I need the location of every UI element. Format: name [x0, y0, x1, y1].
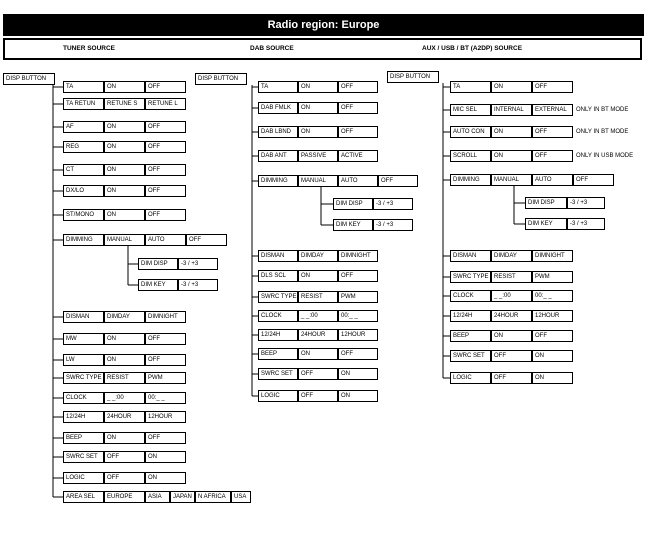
- aux-row-6-cell-1: -3 / +3: [567, 218, 605, 230]
- tuner-row-12-cell-2: OFF: [145, 354, 186, 366]
- tuner-row-7-cell-1: MANUAL: [104, 234, 145, 246]
- tuner-row-17-cell-0: SWRC SET: [63, 451, 104, 463]
- dab-row-8-cell-0: DLS SCL: [258, 270, 298, 282]
- tuner-row-18-cell-0: LOGIC: [63, 472, 104, 484]
- tuner-row-13-cell-2: PWM: [145, 372, 186, 384]
- tuner-row-6-cell-2: OFF: [145, 209, 186, 221]
- dab-row-3-cell-2: ACTIVE: [338, 150, 378, 162]
- dab-row-5-cell-1: -3 / +3: [373, 198, 413, 210]
- dab-row-4-cell-3: OFF: [378, 175, 418, 187]
- tuner-row-0-cell-2: OFF: [145, 81, 186, 93]
- tuner-row-9-cell-1: -3 / +3: [178, 279, 218, 291]
- tuner-row-19-cell-0: AREA SEL: [63, 491, 104, 503]
- dab-row-7-cell-2: DIMNIGHT: [338, 250, 378, 262]
- tuner-row-7-cell-3: OFF: [186, 234, 227, 246]
- aux-mode-note: ONLY IN BT MODE: [576, 129, 629, 135]
- tuner-row-11-cell-0: MW: [63, 333, 104, 345]
- page-title: Radio region: Europe: [3, 14, 644, 36]
- tuner-row-12-cell-1: ON: [104, 354, 145, 366]
- dab-row-13-cell-2: ON: [338, 368, 378, 380]
- dab-row-2-cell-2: OFF: [338, 126, 378, 138]
- tuner-source-label: TUNER SOURCE: [63, 45, 116, 52]
- tuner-row-4-cell-0: CT: [63, 164, 104, 176]
- tuner-row-11-cell-1: ON: [104, 333, 145, 345]
- aux-row-8-cell-0: SWRC TYPE: [450, 271, 491, 283]
- aux-row-4-cell-1: MANUAL: [491, 174, 532, 186]
- aux-row-2-cell-2: OFF: [532, 126, 573, 138]
- aux-source-label: AUX / USB / BT (A2DP) SOURCE: [422, 45, 523, 52]
- tuner-row-8-cell-0: DIM DISP: [138, 258, 178, 270]
- dab-row-10-cell-1: _ _:00: [298, 310, 338, 322]
- dab-row-1-cell-0: DAB FMLK: [258, 102, 298, 114]
- dab-row-7-cell-0: DISMAN: [258, 250, 298, 262]
- dab-row-12-cell-0: BEEP: [258, 348, 298, 360]
- dab-row-12-cell-1: ON: [298, 348, 338, 360]
- dab-row-11-cell-0: 12/24H: [258, 329, 298, 341]
- aux-row-1-cell-1: INTERNAL: [491, 104, 532, 116]
- aux-row-7-cell-1: DIMDAY: [491, 250, 532, 262]
- tuner-row-1-cell-1: RETUNE S: [104, 98, 145, 110]
- dab-row-7-cell-1: DIMDAY: [298, 250, 338, 262]
- tuner-row-19-cell-5: USA: [231, 491, 251, 503]
- aux-row-0-cell-1: ON: [491, 81, 532, 93]
- dab-row-3-cell-1: PASSIVE: [298, 150, 338, 162]
- dab-row-8-cell-1: ON: [298, 270, 338, 282]
- dab-disp-button-root: DISP BUTTON: [195, 73, 247, 85]
- dab-row-9-cell-2: PWM: [338, 291, 378, 303]
- tuner-row-14-cell-2: 00:_ _: [145, 392, 186, 404]
- aux-row-10-cell-0: 12/24H: [450, 310, 491, 322]
- tuner-row-7-cell-0: DIMMING: [63, 234, 104, 246]
- aux-row-7-cell-2: DIMNIGHT: [532, 250, 573, 262]
- tuner-row-18-cell-2: ON: [145, 472, 186, 484]
- aux-row-0-cell-0: TA: [450, 81, 491, 93]
- aux-row-13-cell-0: LOGIC: [450, 372, 491, 384]
- aux-mode-note: ONLY IN BT MODE: [576, 107, 629, 113]
- dab-row-8-cell-2: OFF: [338, 270, 378, 282]
- dab-row-0-cell-2: OFF: [338, 81, 378, 93]
- dab-row-13-cell-0: SWRC SET: [258, 368, 298, 380]
- tuner-row-4-cell-2: OFF: [145, 164, 186, 176]
- tuner-row-1-cell-2: RETUNE L: [145, 98, 186, 110]
- tuner-row-15-cell-1: 24HOUR: [104, 411, 145, 423]
- aux-row-5-cell-0: DIM DISP: [525, 197, 567, 209]
- aux-row-9-cell-2: 00:_ _: [532, 290, 573, 302]
- tuner-row-5-cell-2: OFF: [145, 185, 186, 197]
- dab-row-14-cell-0: LOGIC: [258, 390, 298, 402]
- dab-row-11-cell-2: 12HOUR: [338, 329, 378, 341]
- dab-row-9-cell-0: SWRC TYPE: [258, 291, 298, 303]
- dab-row-14-cell-2: ON: [338, 390, 378, 402]
- aux-disp-button-root: DISP BUTTON: [387, 71, 439, 83]
- tuner-row-5-cell-1: ON: [104, 185, 145, 197]
- tuner-row-10-cell-0: DISMAN: [63, 311, 104, 323]
- tuner-row-4-cell-1: ON: [104, 164, 145, 176]
- tuner-row-14-cell-1: _ _:00: [104, 392, 145, 404]
- tuner-row-16-cell-1: ON: [104, 432, 145, 444]
- tuner-row-16-cell-2: OFF: [145, 432, 186, 444]
- aux-row-2-cell-0: AUTO CON: [450, 126, 491, 138]
- tuner-row-14-cell-0: CLOCK: [63, 392, 104, 404]
- tuner-row-10-cell-1: DIMDAY: [104, 311, 145, 323]
- aux-row-0-cell-2: OFF: [532, 81, 573, 93]
- dab-row-3-cell-0: DAB ANT: [258, 150, 298, 162]
- tuner-row-8-cell-1: -3 / +3: [178, 258, 218, 270]
- aux-mode-note: ONLY IN USB MODE: [576, 153, 634, 159]
- aux-row-9-cell-1: _ _:00: [491, 290, 532, 302]
- tuner-row-13-cell-1: RESIST: [104, 372, 145, 384]
- tuner-row-2-cell-0: AF: [63, 121, 104, 133]
- tuner-row-9-cell-0: DIM KEY: [138, 279, 178, 291]
- dab-row-13-cell-1: OFF: [298, 368, 338, 380]
- dab-row-4-cell-2: AUTO: [338, 175, 378, 187]
- tuner-row-6-cell-1: ON: [104, 209, 145, 221]
- tuner-row-7-cell-2: AUTO: [145, 234, 186, 246]
- dab-row-4-cell-1: MANUAL: [298, 175, 338, 187]
- dab-row-6-cell-1: -3 / +3: [373, 219, 413, 231]
- tuner-row-3-cell-0: REG: [63, 141, 104, 153]
- aux-row-7-cell-0: DISMAN: [450, 250, 491, 262]
- aux-row-1-cell-0: MIC SEL: [450, 104, 491, 116]
- tuner-row-18-cell-1: OFF: [104, 472, 145, 484]
- aux-row-10-cell-1: 24HOUR: [491, 310, 532, 322]
- tuner-row-12-cell-0: LW: [63, 354, 104, 366]
- tuner-row-6-cell-0: ST/MONO: [63, 209, 104, 221]
- tuner-row-13-cell-0: SWRC TYPE: [63, 372, 104, 384]
- dab-row-4-cell-0: DIMMING: [258, 175, 298, 187]
- tuner-row-10-cell-2: DIMNIGHT: [145, 311, 186, 323]
- dab-row-6-cell-0: DIM KEY: [333, 219, 373, 231]
- dab-row-5-cell-0: DIM DISP: [333, 198, 373, 210]
- tuner-row-19-cell-4: N AFRICA: [195, 491, 231, 503]
- tuner-row-2-cell-1: ON: [104, 121, 145, 133]
- aux-row-3-cell-2: OFF: [532, 150, 573, 162]
- dab-row-11-cell-1: 24HOUR: [298, 329, 338, 341]
- aux-row-11-cell-2: OFF: [532, 330, 573, 342]
- tuner-row-19-cell-1: EUROPE: [104, 491, 145, 503]
- aux-row-13-cell-2: ON: [532, 372, 573, 384]
- tuner-row-17-cell-1: OFF: [104, 451, 145, 463]
- aux-row-8-cell-1: RESIST: [491, 271, 532, 283]
- dab-source-label: DAB SOURCE: [250, 45, 294, 52]
- tuner-row-5-cell-0: DX/LO: [63, 185, 104, 197]
- dab-row-14-cell-1: OFF: [298, 390, 338, 402]
- dab-row-1-cell-1: ON: [298, 102, 338, 114]
- aux-row-3-cell-1: ON: [491, 150, 532, 162]
- dab-row-1-cell-2: OFF: [338, 102, 378, 114]
- tuner-row-3-cell-2: OFF: [145, 141, 186, 153]
- tuner-row-16-cell-0: BEEP: [63, 432, 104, 444]
- dab-row-10-cell-2: 00:_ _: [338, 310, 378, 322]
- tuner-row-0-cell-0: TA: [63, 81, 104, 93]
- tuner-row-1-cell-0: TA RETUN: [63, 98, 104, 110]
- aux-row-3-cell-0: SCROLL: [450, 150, 491, 162]
- tuner-row-15-cell-2: 12HOUR: [145, 411, 186, 423]
- aux-row-10-cell-2: 12HOUR: [532, 310, 573, 322]
- aux-row-11-cell-1: ON: [491, 330, 532, 342]
- dab-row-0-cell-1: ON: [298, 81, 338, 93]
- tuner-row-19-cell-2: ASIA: [145, 491, 170, 503]
- tuner-row-0-cell-1: ON: [104, 81, 145, 93]
- aux-row-5-cell-1: -3 / +3: [567, 197, 605, 209]
- tuner-row-19-cell-3: JAPAN: [170, 491, 195, 503]
- dab-row-12-cell-2: OFF: [338, 348, 378, 360]
- aux-row-12-cell-2: ON: [532, 350, 573, 362]
- aux-row-4-cell-3: OFF: [573, 174, 614, 186]
- tuner-row-3-cell-1: ON: [104, 141, 145, 153]
- dab-row-2-cell-1: ON: [298, 126, 338, 138]
- dab-row-10-cell-0: CLOCK: [258, 310, 298, 322]
- dab-row-2-cell-0: DAB LBND: [258, 126, 298, 138]
- dab-row-9-cell-1: RESIST: [298, 291, 338, 303]
- dab-row-0-cell-0: TA: [258, 81, 298, 93]
- tuner-row-11-cell-2: OFF: [145, 333, 186, 345]
- aux-row-6-cell-0: DIM KEY: [525, 218, 567, 230]
- aux-row-2-cell-1: ON: [491, 126, 532, 138]
- aux-row-4-cell-0: DIMMING: [450, 174, 491, 186]
- aux-row-4-cell-2: AUTO: [532, 174, 573, 186]
- tuner-row-17-cell-2: ON: [145, 451, 186, 463]
- tuner-row-15-cell-0: 12/24H: [63, 411, 104, 423]
- aux-row-9-cell-0: CLOCK: [450, 290, 491, 302]
- tuner-disp-button-root: DISP BUTTON: [3, 73, 55, 85]
- aux-row-12-cell-1: OFF: [491, 350, 532, 362]
- aux-row-12-cell-0: SWRC SET: [450, 350, 491, 362]
- aux-row-8-cell-2: PWM: [532, 271, 573, 283]
- tuner-row-2-cell-2: OFF: [145, 121, 186, 133]
- aux-row-11-cell-0: BEEP: [450, 330, 491, 342]
- aux-row-13-cell-1: OFF: [491, 372, 532, 384]
- aux-row-1-cell-2: EXTERNAL: [532, 104, 573, 116]
